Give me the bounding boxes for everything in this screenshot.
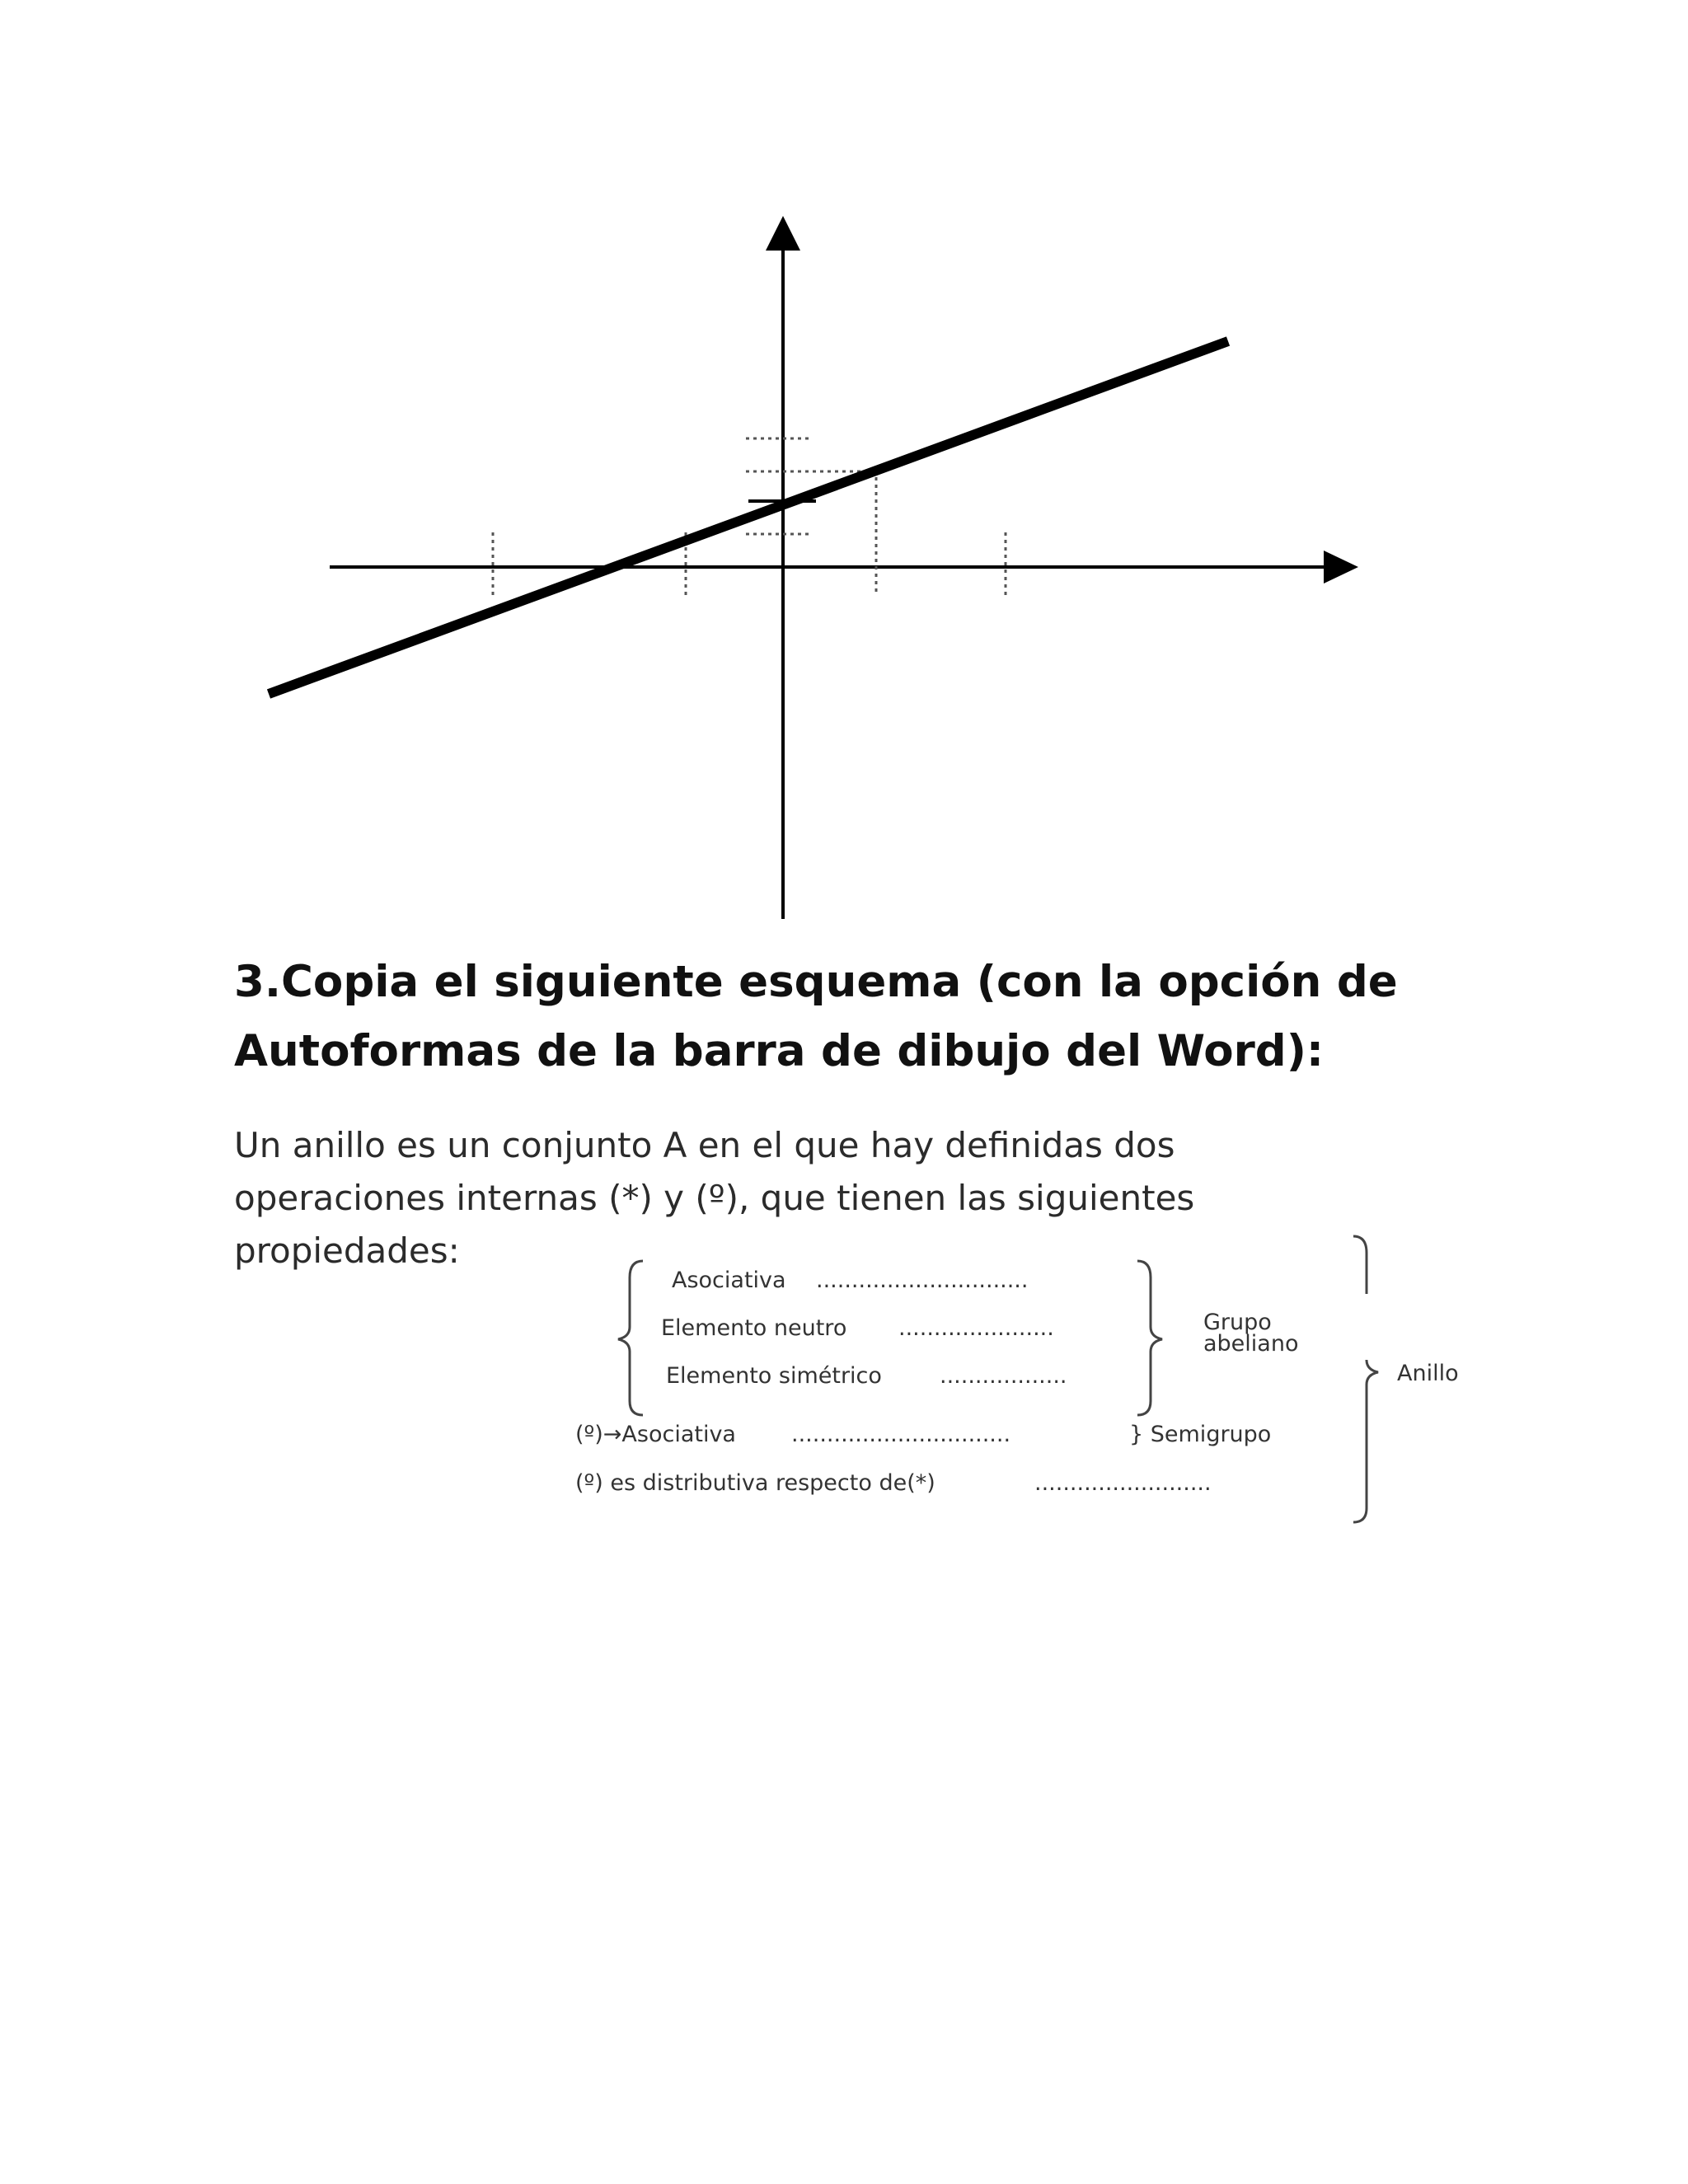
graph-line [269,341,1228,694]
anillo-brace [1353,1236,1378,1522]
group-right-brace [1137,1261,1162,1415]
paragraph-line-1: Un anillo es un conjunto A en el que hay definidas dos [234,1125,1175,1165]
y-axis-arrow [766,216,800,251]
x-tick-guides [493,470,1006,595]
dots-elemento-simetrico: .................. [940,1363,1067,1389]
heading-line-2: Autoformas de la barra de dibujo del Word): [234,1026,1325,1076]
dots-circ-asociativa: ............................... [791,1422,1011,1447]
grupo-label-line-1: Grupo [1203,1310,1272,1335]
dots-asociativa: .............................. [816,1268,1029,1293]
grupo-label-line-2: abeliano [1203,1331,1299,1357]
property-elemento-simetrico: Elemento simétrico [666,1363,882,1389]
exercise-heading [234,948,1520,1086]
paragraph-line-3: propiedades: [234,1230,460,1271]
semigrupo-label: } Semigrupo [1129,1422,1272,1447]
distributiva-property: (º) es distributiva respecto de(*) [575,1470,935,1496]
dots-elemento-neutro: ...................... [898,1315,1054,1341]
anillo-label: Anillo [1397,1361,1459,1386]
left-brace [618,1261,643,1415]
paragraph-line-2: operaciones internas (*) y (º), que tienen las siguientes [234,1178,1195,1218]
y-tick-guides [746,438,876,534]
heading-line-1: 3.Copia el siguiente esquema (con la opción de [234,957,1398,1007]
x-axis-arrow [1324,551,1358,583]
ring-properties-scheme [560,1232,1517,1529]
line-graph [0,0,1688,931]
property-elemento-neutro: Elemento neutro [661,1315,847,1341]
dots-distributiva: ......................... [1034,1470,1212,1496]
circ-asociativa: (º)→Asociativa [575,1422,736,1447]
property-asociativa: Asociativa [672,1268,786,1293]
